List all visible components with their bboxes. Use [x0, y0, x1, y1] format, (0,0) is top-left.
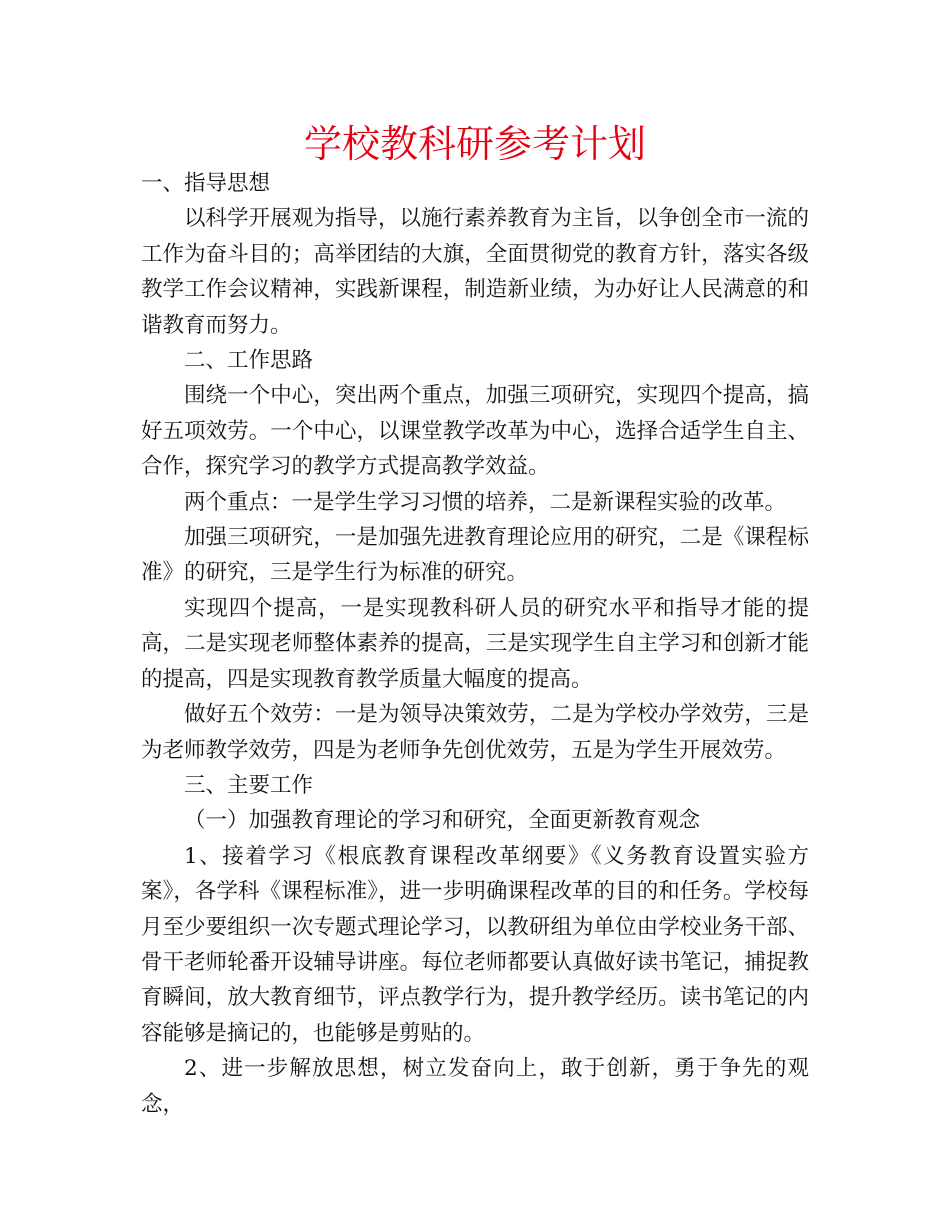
paragraph: 做好五个效劳：一是为领导决策效劳，二是为学校办学效劳，三是为老师教学效劳，四是为老师争先创优效劳，五是为学生开展效劳。: [141, 702, 809, 763]
paragraph: 一、指导思想: [141, 171, 271, 196]
paragraph: 三、主要工作: [184, 772, 314, 798]
paragraph: 围绕一个中心，突出两个重点，加强三项研究，实现四个提高，搞好五项效劳。一个中心，以课堂教学改革为中心，选择合适学生自主、合作，探究学习的教学方式提高教学效益。: [141, 383, 809, 480]
paragraph: 实现四个提高，一是实现教科研人员的研究水平和指导才能的提高，二是实现老师整体素养的提高，三是实现学生自主学习和创新才能的提高，四是实现教育教学质量大幅度的提高。: [141, 595, 809, 692]
paragraph: 以科学开展观为指导，以施行素养教育为主旨，以争创全市一流的工作为奋斗目的；高举团结的大旗，全面贯彻党的教育方针，落实各级教学工作会议精神，实践新课程，制造新业绩，为办好让人民满意的和谐教育而努力。: [141, 206, 809, 338]
paragraph: 加强三项研究，一是加强先进教育理论应用的研究，二是《课程标准》的研究，三是学生行为标准的研究。: [141, 525, 809, 586]
paragraph: 2、进一步解放思想，树立发奋向上，敢于创新，勇于争先的观念，: [141, 1056, 809, 1117]
document-body: [141, 166, 809, 1122]
paragraph: 两个重点：一是学生学习习惯的培养，二是新课程实验的改革。: [184, 489, 787, 515]
paragraph: （一）加强教育理论的学习和研究，全面更新教育观念: [184, 808, 701, 834]
paragraph: 二、工作思路: [184, 348, 314, 374]
document-title: 学校教科研参考计划: [303, 122, 646, 166]
paragraph: 1、接着学习《根底教育课程改革纲要》《义务教育设置实验方案》，各学科《课程标准》，进一步明确课程改革的目的和任务。学校每月至少要组织一次专题式理论学习，以教研组为单位由学校业务干部、骨干老师轮番开设辅导讲座。每位老师都要认真做好读书笔记，捕捉教育瞬间，放大教育细节，评点教学行为，提升教学经历。读书笔记的内容能够是摘记的，也能够是剪贴的。: [141, 843, 809, 1046]
